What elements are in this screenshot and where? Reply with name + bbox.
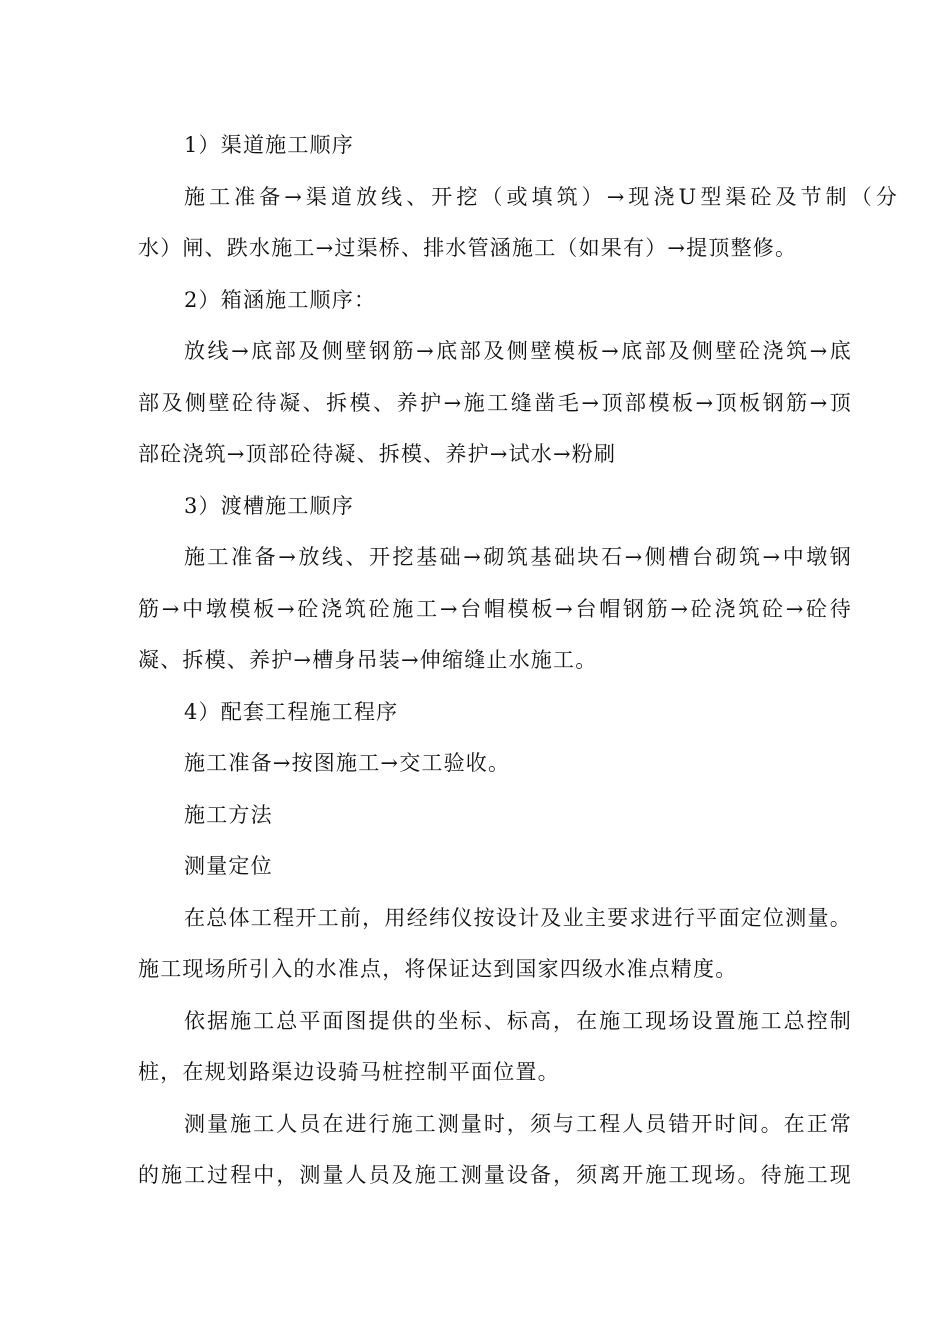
paragraph-line: 施工现场所引入的水准点，将保证达到国家四级水准点精度。 bbox=[138, 957, 738, 981]
document-page bbox=[138, 120, 898, 1202]
paragraph-line: 施工准备→渠道放线、开挖（或填筑）→现浇U型渠砼及节制（分 bbox=[184, 184, 898, 209]
heading-aqueduct-sequence: 3）渡槽施工顺序 bbox=[184, 493, 354, 518]
paragraph-line: 桩，在规划路渠边设骑马桩控制平面位置。 bbox=[138, 1060, 560, 1084]
paragraph-line: 部及侧壁砼待凝、拆模、养护→施工缝凿毛→顶部模板→顶板钢筋→顶 bbox=[138, 390, 852, 415]
heading-survey-positioning: 测量定位 bbox=[184, 854, 273, 878]
paragraph-line: 部砼浇筑→顶部砼待凝、拆模、养护→试水→粉刷 bbox=[138, 442, 617, 466]
paragraph-line: 凝、拆模、养护→槽身吊装→伸缩缝止水施工。 bbox=[138, 648, 598, 672]
paragraph-line: 施工准备→放线、开挖基础→砌筑基础块石→侧槽台砌筑→中墩钢 bbox=[184, 545, 852, 569]
heading-construction-method: 施工方法 bbox=[184, 802, 273, 827]
paragraph-line: 水）闸、跌水施工→过渠桥、排水管涵施工（如果有）→提顶整修。 bbox=[138, 236, 798, 260]
heading-ancillary-works: 4）配套工程施工程序 bbox=[184, 699, 399, 724]
paragraph-line: 测量施工人员在进行施工测量时，须与工程人员错开时间。在正常 bbox=[184, 1111, 852, 1136]
paragraph-line: 施工准备→按图施工→交工验收。 bbox=[184, 751, 511, 775]
paragraph-line: 筋→中墩模板→砼浇筑砼施工→台帽模板→台帽钢筋→砼浇筑砼→砼待 bbox=[138, 596, 852, 621]
paragraph-line: 在总体工程开工前，用经纬仪按设计及业主要求进行平面定位测量。 bbox=[184, 905, 852, 930]
heading-box-culvert-sequence: 2）箱涵施工顺序： bbox=[184, 287, 377, 312]
paragraph-line: 依据施工总平面图提供的坐标、标高，在施工现场设置施工总控制 bbox=[184, 1008, 852, 1033]
paragraph-line: 的施工过程中，测量人员及施工测量设备，须离开施工现场。待施工现 bbox=[138, 1163, 852, 1187]
paragraph-line: 放线→底部及侧壁钢筋→底部及侧壁模板→底部及侧壁砼浇筑→底 bbox=[184, 339, 852, 363]
heading-canal-sequence: 1）渠道施工顺序 bbox=[184, 133, 354, 157]
